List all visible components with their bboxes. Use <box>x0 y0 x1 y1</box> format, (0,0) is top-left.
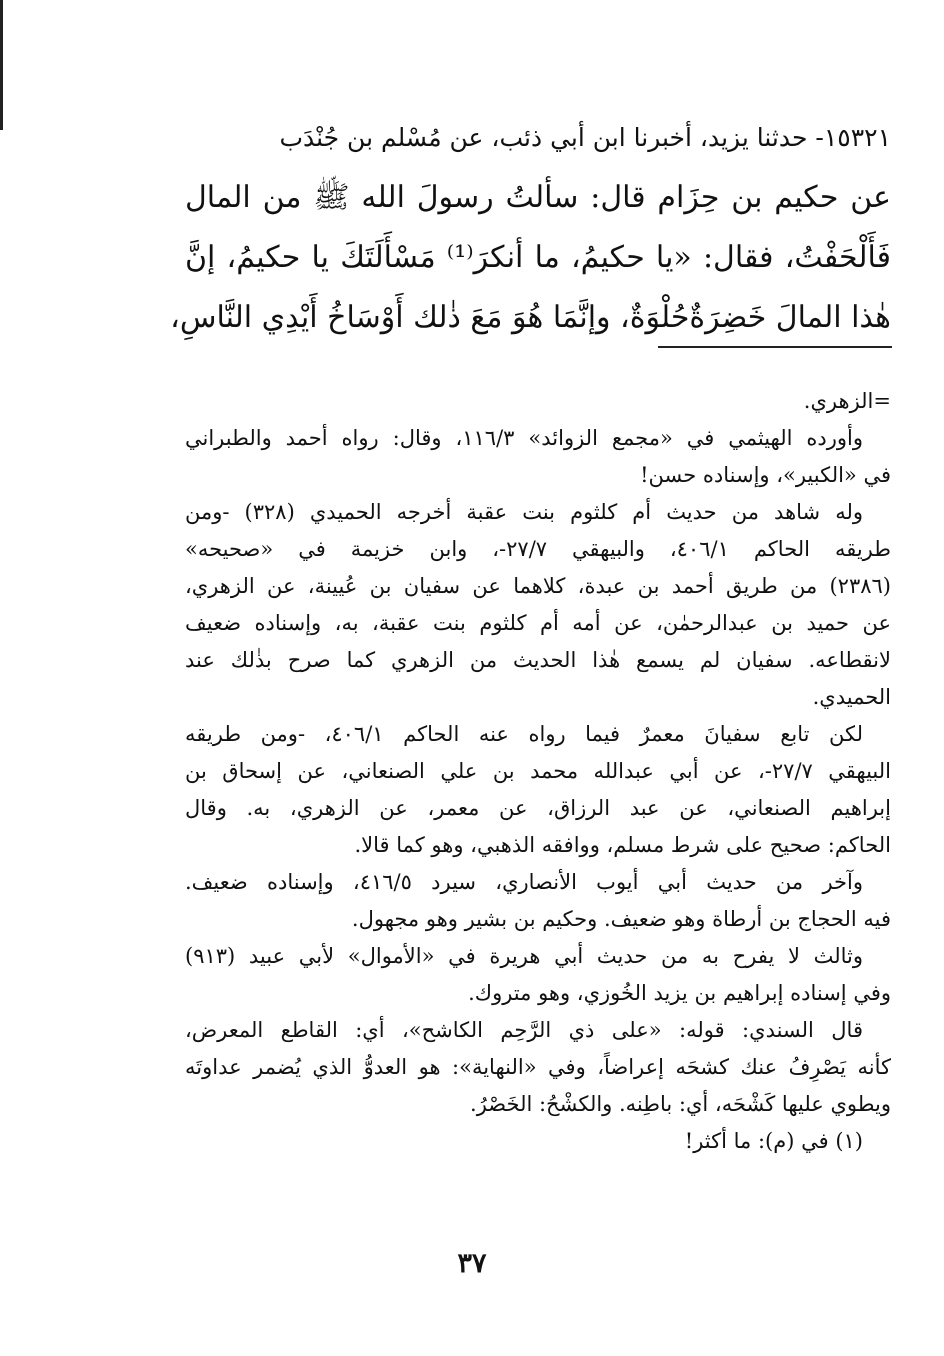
note-line: الحاكم: صحيح على شرط مسلم، ووافقه الذهبي، وهو كما قالا. <box>354 833 891 857</box>
note-line: لكن تابع سفيانَ معمرٌ فيما رواه عنه الحاكم ٤٠٦/١، -ومن طريقه <box>185 722 863 746</box>
note-line: إبراهيم الصنعاني، عن عبد الرزاق، عن معمر، عن الزهري، به. وقال <box>185 796 891 820</box>
note-line: =الزهري. <box>803 389 891 413</box>
page-edge-line <box>0 0 3 130</box>
hadith-matn-line: هٰذا المالَ خَضِرَةٌحُلْوَةٌ، وإنَّمَا هُوَ مَعَ ذٰلك أَوْسَاخُ أَيْدِي النَّاسِ، <box>170 300 891 335</box>
note-line: وثالث لا يفرح به من حديث أبي هريرة في «الأموال» لأبي عبيد (٩١٣) <box>185 944 863 968</box>
note-line: طريقه الحاكم ٤٠٦/١، والبيهقي ٢٧/٧-، وابن خزيمة في «صحيحه» <box>185 537 891 561</box>
note-line: وفي إسناده إبراهيم بن يزيد الخُوزي، وهو متروك. <box>468 981 891 1005</box>
note-line: وله شاهد من حديث أم كلثوم بنت عقبة أخرجه الحميدي (٣٢٨) -ومن <box>185 500 864 524</box>
note-line: (٢٣٨٦) من طريق أحمد بن عبدة، كلاهما عن سفيان بن عُيينة، عن الزهري، <box>185 574 891 598</box>
page-number: ٣٧ <box>457 1248 487 1279</box>
hadith-isnad <box>185 118 891 158</box>
note-line: الحميدي. <box>812 685 891 709</box>
note-line: في «الكبير»، وإسناده حسن! <box>640 463 891 487</box>
note-line: لانقطاعه. سفيان لم يسمع هٰذا الحديث من الزهري كما صرح بذٰلك عند <box>185 648 891 672</box>
note-line: البيهقي ٢٧/٧-، عن أبي عبدالله محمد بن علي الصنعاني، عن إسحاق بن <box>185 759 891 783</box>
footnotes <box>185 383 891 1160</box>
note-line: فيه الحجاج بن أرطاة وهو ضعيف. وحكيم بن بشير وهو مجهول. <box>351 907 891 931</box>
note-line: وآخر من حديث أبي أيوب الأنصاري، سيرد ٤١٦/٥، وإسناده ضعيف. <box>185 870 863 894</box>
hadith-matn-line: عن حكيم بن حِزَام قال: سألتُ رسولَ الله ﷺ من المال <box>185 180 891 215</box>
footnote-separator <box>658 346 892 348</box>
hadith-matn <box>170 168 891 348</box>
note-line: كأنه يَصْرِفُ عنك كشحَه إعراضاً، وفي «النهاية»: هو العدوُّ الذي يُضمر عداوتَه <box>185 1055 891 1079</box>
hadith-isnad-text: ١٥٣٢١- حدثنا يزيد، أخبرنا ابن أبي ذئب، عن مُسْلم بن جُنْدَب <box>279 123 891 152</box>
footnote-1: (١) في (م): ما أكثر! <box>684 1129 863 1153</box>
note-line: عن حميد بن عبدالرحمٰن، عن أمه أم كلثوم بنت عقبة، به، وإسناده ضعيف <box>185 611 891 635</box>
note-line: ويطوي عليها كَشْحَه، أي: باطِنه. والكشْحُ: الخَصْرُ. <box>470 1092 891 1116</box>
note-line: قال السندي: قوله: «على ذي الرَّحِم الكاشح»، أي: القاطع المعرض، <box>185 1018 863 1042</box>
note-line: وأورده الهيثمي في «مجمع الزوائد» ١١٦/٣، وقال: رواه أحمد والطبراني <box>185 426 863 450</box>
hadith-matn-line: فَأَلْحَفْتُ، فقال: «يا حكيمُ، ما أنكرَ⁽¹⁾ مَسْأَلَتَكَ يا حكيمُ، إنَّ <box>185 240 891 275</box>
